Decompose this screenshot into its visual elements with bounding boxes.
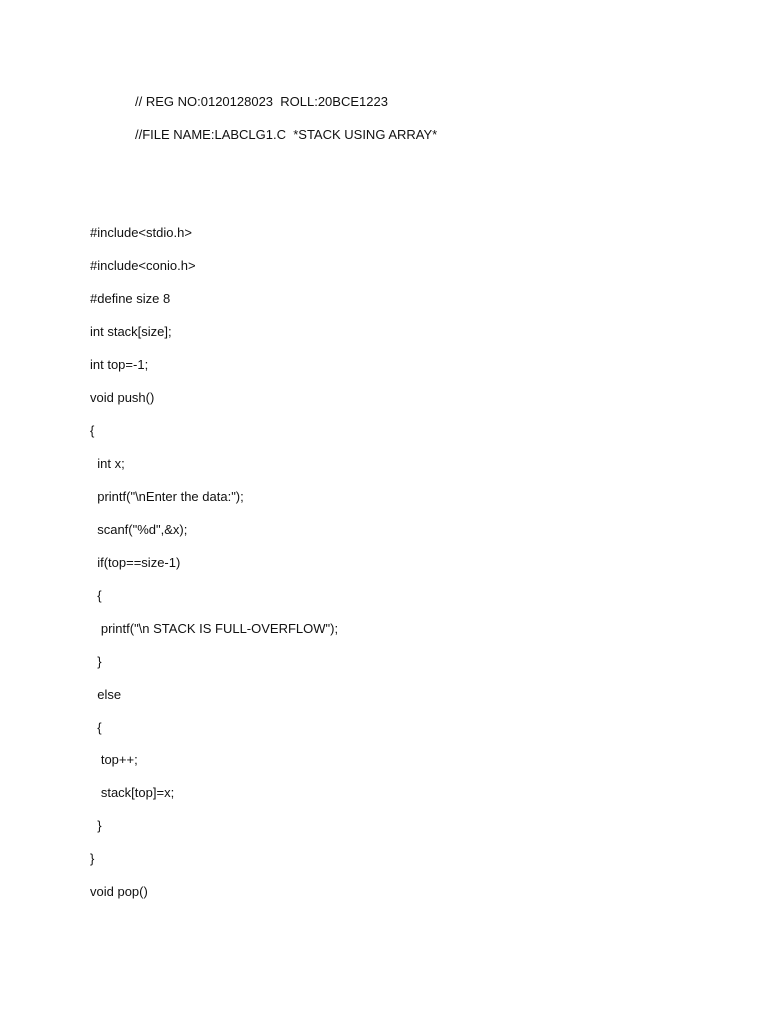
code-line: else: [90, 687, 122, 702]
code-line: }: [90, 654, 102, 669]
header-file-line: //FILE NAME:LABCLG1.C *STACK USING ARRAY*: [135, 127, 438, 142]
code-line: int top=-1;: [90, 357, 149, 372]
code-line: top++;: [90, 752, 138, 767]
code-line: }: [90, 851, 95, 866]
code-line: printf("\n STACK IS FULL-OVERFLOW");: [90, 621, 339, 636]
code-line: stack[top]=x;: [90, 785, 175, 800]
code-line: {: [90, 720, 102, 735]
code-line: {: [90, 423, 95, 438]
header-reg-line: // REG NO:0120128023 ROLL:20BCE1223: [135, 94, 388, 109]
code-line: if(top==size-1): [90, 555, 181, 570]
code-line: int stack[size];: [90, 324, 172, 339]
code-line: printf("\nEnter the data:");: [90, 489, 244, 504]
code-line: void push(): [90, 390, 155, 405]
code-line: {: [90, 588, 102, 603]
code-line: #include<conio.h>: [90, 258, 196, 273]
code-line: void pop(): [90, 884, 148, 899]
code-line: int x;: [90, 456, 125, 471]
code-line: }: [90, 818, 102, 833]
code-line: #include<stdio.h>: [90, 225, 192, 240]
code-line: #define size 8: [90, 291, 171, 306]
code-line: scanf("%d",&x);: [90, 522, 188, 537]
